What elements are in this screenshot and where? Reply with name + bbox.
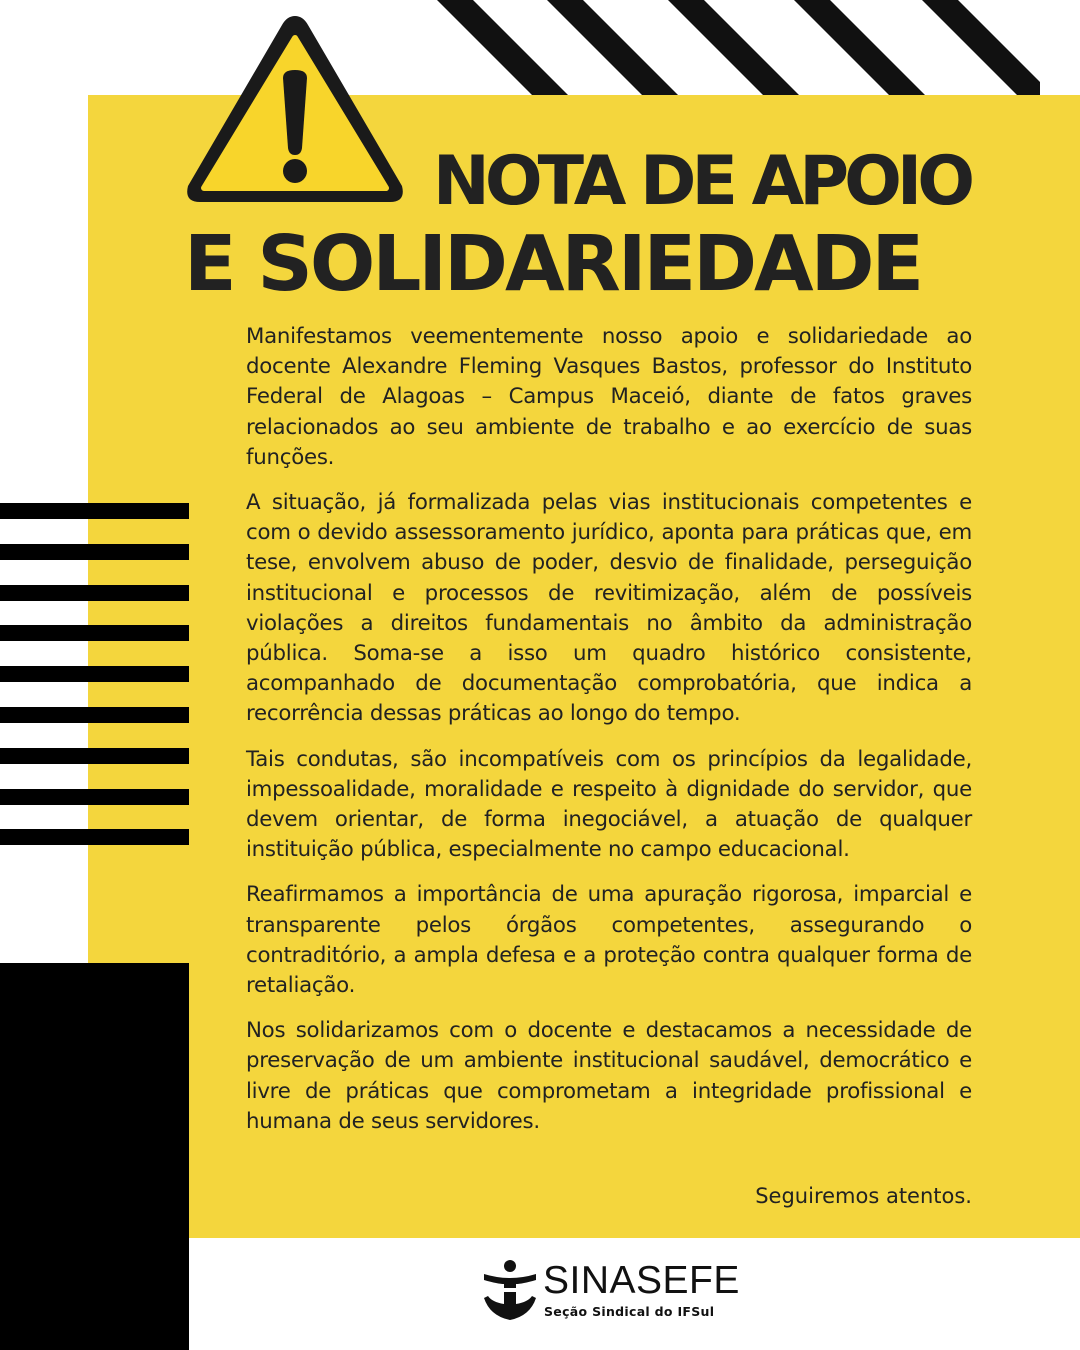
paragraph: Manifestamos veementemente nosso apoio e solidariedade ao docente Alexandre Fleming Vasques Bastos, professor do Instituto Federal de Alagoas – Campus Maceió, diante de fatos graves relacionados ao seu ambiente de trabalho e ao exercício de suas funções.	[246, 324, 972, 470]
stripe	[0, 585, 189, 601]
stripe	[0, 748, 189, 764]
stripe	[0, 789, 189, 805]
sinasefe-logo	[478, 1258, 748, 1323]
paragraph: Nos solidarizamos com o docente e destacamos a necessidade de preservação de um ambiente institucional saudável, democrático e livre de práticas que comprometam a integridade profissional e humana de seus servidores.	[246, 1018, 972, 1134]
stripe	[0, 625, 189, 641]
paragraph: Tais condutas, são incompatíveis com os princípios da legalidade, impessoalidade, moralidade e respeito à dignidade do servidor, que devem orientar, de forma inegociável, a atuação de qualquer instituição pública, especialmente no campo educacional.	[246, 746, 972, 863]
title-line-1: NOTA DE APOIO	[432, 142, 970, 221]
sinasefe-logo-icon	[478, 1258, 542, 1322]
stripe	[0, 503, 189, 519]
warning-triangle-icon	[180, 8, 410, 208]
stripe	[0, 707, 189, 723]
logo-name: SINASEFE	[543, 1259, 740, 1302]
closing-text: Seguiremos atentos.	[755, 1184, 972, 1208]
black-block	[0, 963, 189, 1350]
logo-subtitle: Seção Sindical do IFSul	[544, 1304, 715, 1319]
stripe	[0, 544, 189, 560]
paragraph: Reafirmamos a importância de uma apuração rigorosa, imparcial e transparente pelos órgãos competentes, assegurando o contraditório, a ampla defesa e a proteção contra qualquer forma de retaliação.	[246, 882, 972, 999]
stripe	[0, 666, 189, 682]
body-text	[246, 322, 972, 1152]
stripe	[0, 829, 189, 845]
paragraph: A situação, já formalizada pelas vias institucionais competentes e com o devido assessoramento jurídico, aponta para práticas que, em tese, envolvem abuso de poder, desvio de finalidade, perseguição institucional e processos de revitimização, além de possíveis violações a direitos fundamentais no âmbito da administração pública. Soma-se a isso um quadro histórico consistente, acompanhado de documentação comprobatória, que indica a recorrência dessas práticas ao longo do tempo.	[246, 490, 972, 727]
title-line-2: E SOLIDARIEDADE	[184, 220, 922, 309]
horizontal-stripes	[0, 503, 189, 870]
diagonal-stripes	[0, 0, 1080, 100]
